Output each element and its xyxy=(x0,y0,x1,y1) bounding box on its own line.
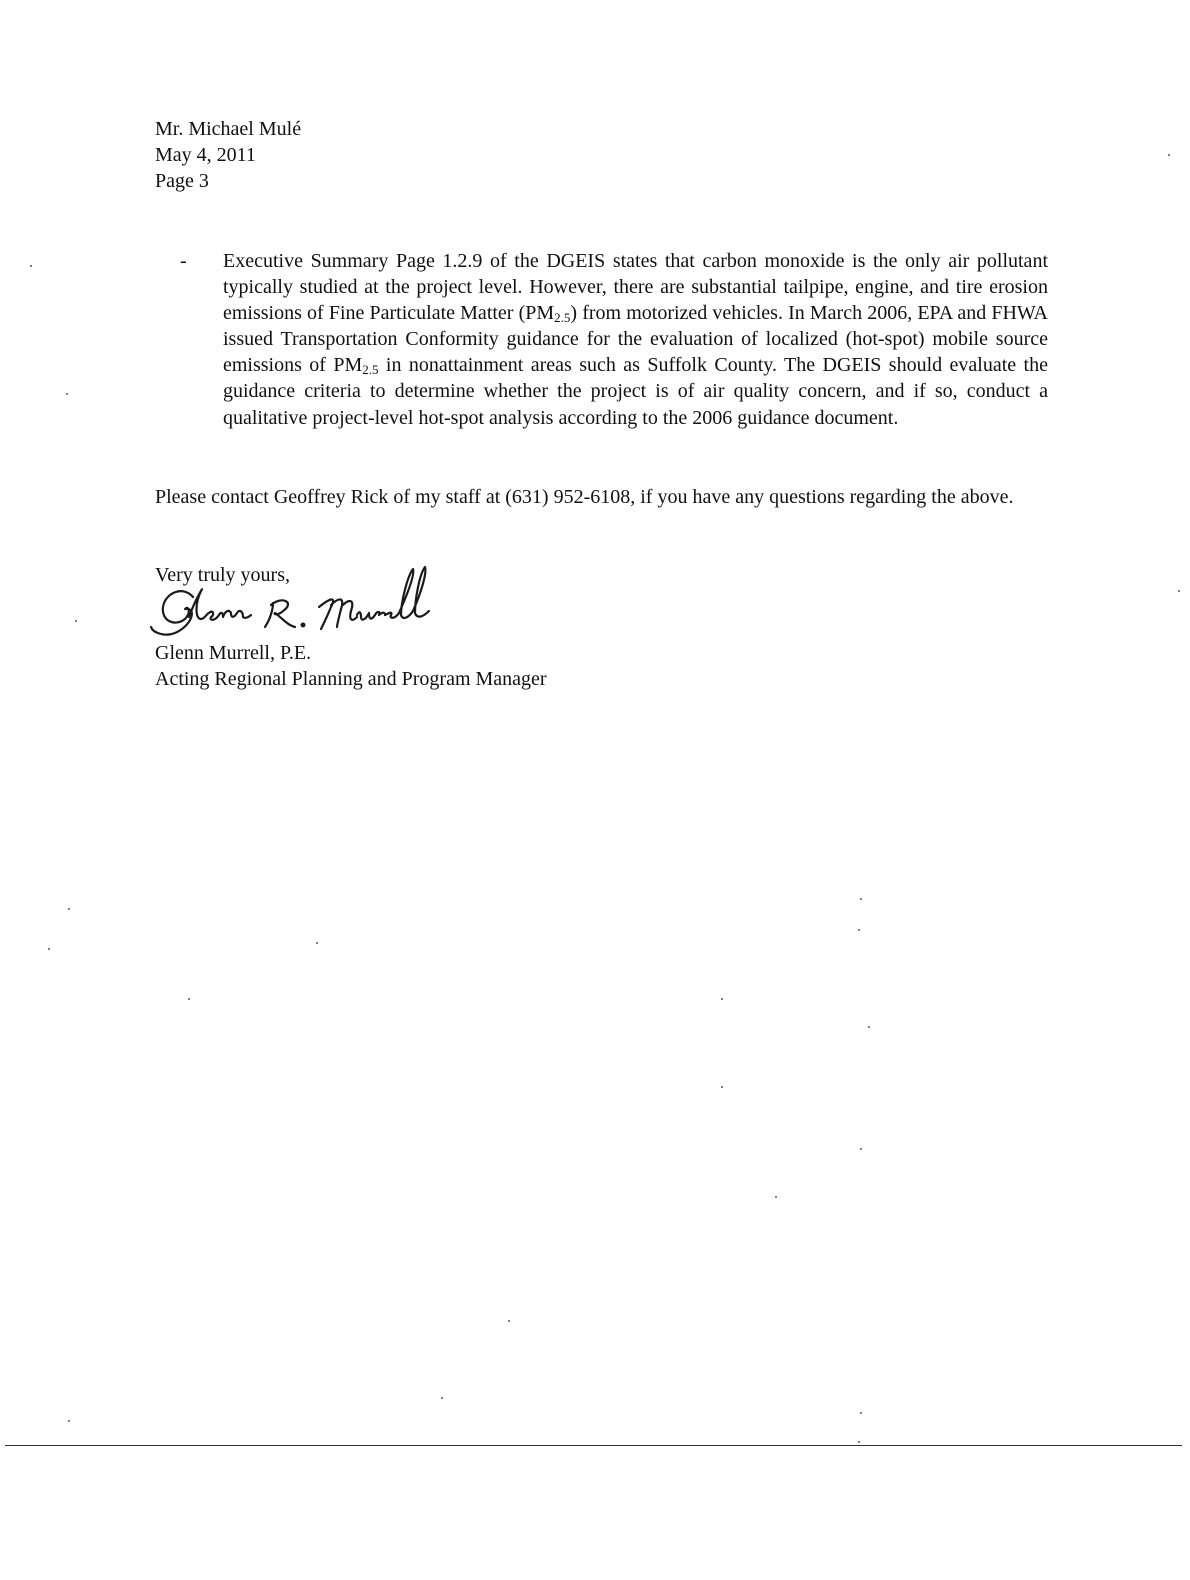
bullet-text-part3: in nonattainment areas such as Suffolk County. The DGEIS should evaluate the guidance criteria to determine whether the project is of air quality concern, and if so, conduct a qualitative project-level hot-spot analysis according to the 2006 guidance document. xyxy=(223,354,1048,429)
scan-speck xyxy=(75,620,77,622)
pm-subscript-1: 2.5 xyxy=(554,310,571,326)
letter-header xyxy=(155,116,301,194)
scan-speck xyxy=(188,998,190,1000)
signatory-title: Acting Regional Planning and Program Manager xyxy=(155,668,547,690)
scan-speck xyxy=(68,1420,70,1422)
pm-subscript-2: 2.5 xyxy=(362,362,379,378)
bullet-marker: - xyxy=(180,250,187,272)
scan-speck xyxy=(868,1026,870,1028)
letter-date: May 4, 2011 xyxy=(155,144,256,166)
scan-speck xyxy=(775,1196,777,1198)
scan-speck xyxy=(860,1148,862,1150)
bullet-text-part1: Executive Summary Page 1.2.9 of the DGEIS states that carbon monoxide is the only air pollutant typically studied at the project level. However, there are substantial tailpipe, engine, and tire erosion emissions of Fine Particulate Matter (PM xyxy=(223,250,1048,325)
scan-speck xyxy=(860,898,862,900)
bullet-text xyxy=(223,248,1048,431)
handwritten-signature xyxy=(145,555,445,640)
closing-salutation: Very truly yours, xyxy=(155,564,290,586)
scan-speck xyxy=(441,1397,443,1399)
scan-speck xyxy=(66,393,68,395)
scan-speck xyxy=(858,929,860,931)
scan-speck xyxy=(721,1086,723,1088)
scan-speck xyxy=(1178,590,1180,592)
contact-paragraph: Please contact Geoffrey Rick of my staff at (631) 952-6108, if you have any questions regarding the above. xyxy=(155,486,1014,508)
signature-block xyxy=(155,640,547,692)
scan-speck xyxy=(30,265,32,267)
scan-speck xyxy=(1168,154,1170,156)
scan-speck xyxy=(48,948,50,950)
scan-speck xyxy=(860,1412,862,1414)
scan-speck xyxy=(858,1441,860,1443)
page-number: Page 3 xyxy=(155,170,209,192)
bullet-text-part2: ) from motorized vehicles. In March 2006, EPA and FHWA issued Transportation Conformity guidance for the evaluation of localized (hot-spot) mobile source emissions of PM xyxy=(223,302,1048,377)
scan-speck xyxy=(721,998,723,1000)
footer-rule xyxy=(5,1445,1182,1446)
recipient-name: Mr. Michael Mulé xyxy=(155,118,302,140)
scan-speck xyxy=(68,908,70,910)
scan-speck xyxy=(508,1320,510,1322)
signatory-name: Glenn Murrell, P.E. xyxy=(155,642,312,664)
scan-speck xyxy=(316,942,318,944)
